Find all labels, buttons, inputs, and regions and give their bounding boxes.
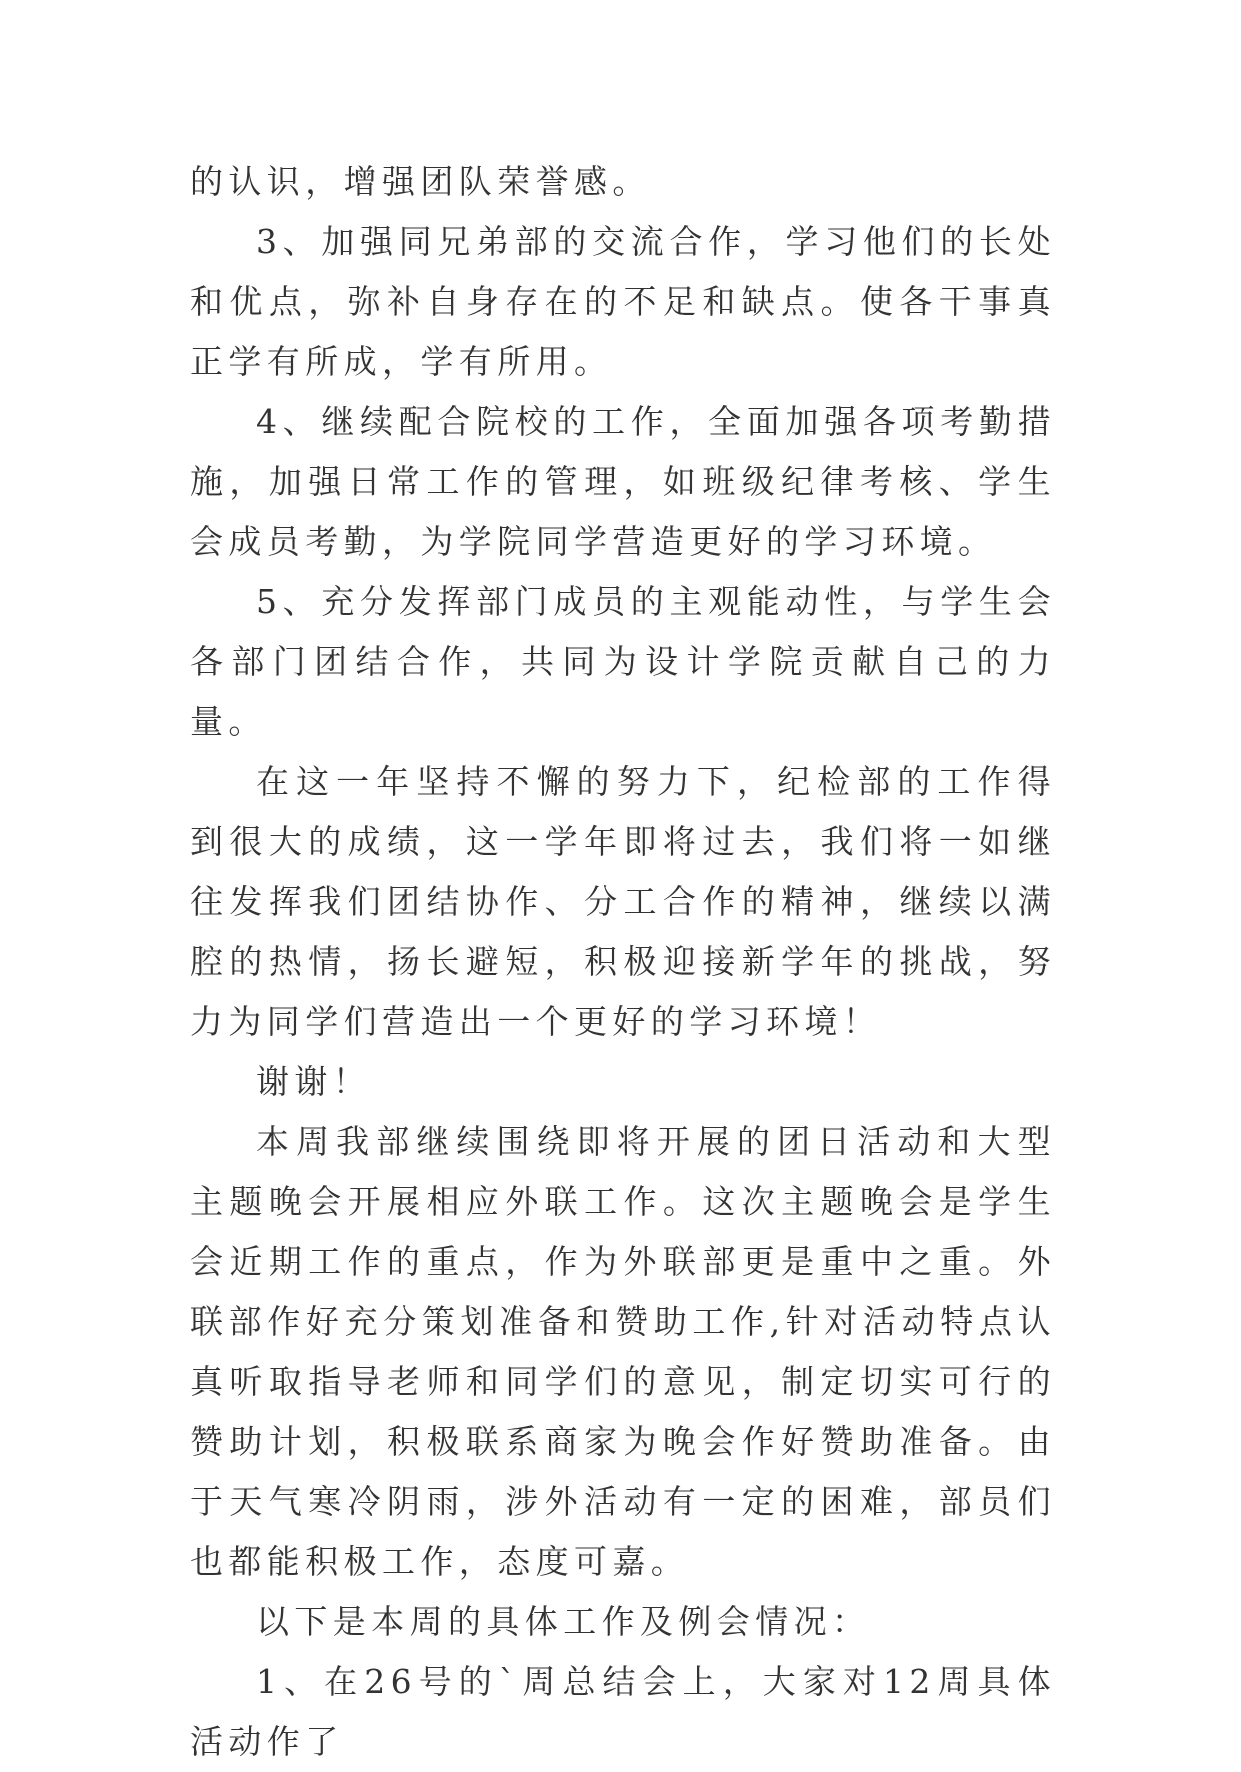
paragraph-item-3: 3、加强同兄弟部的交流合作，学习他们的长处和优点，弥补自身存在的不足和缺点。使各干事真正学有所成，学有所用。 [190, 222, 1056, 381]
paragraph-thanks: 谢谢！ [256, 1062, 372, 1101]
document-body [190, 152, 1056, 1772]
paragraph-conclusion: 在这一年坚持不懈的努力下，纪检部的工作得到很大的成绩，这一学年即将过去，我们将一如继往发挥我们团结协作、分工合作的精神，继续以满腔的热情，扬长避短，积极迎接新学年的挑战，努力为同学们营造出一个更好的学习环境！ [190, 762, 1056, 1041]
paragraph-weekly-summary: 本周我部继续围绕即将开展的团日活动和大型主题晚会开展相应外联工作。这次主题晚会是学生会近期工作的重点，作为外联部更是重中之重。外联部作好充分策划准备和赞助工作,针对活动特点认真听取指导老师和同学们的意见，制定切实可行的赞助计划，积极联系商家为晚会作好赞助准备。由于天气寒冷阴雨，涉外活动有一定的困难，部员们也都能积极工作，态度可嘉。 [190, 1122, 1056, 1581]
paragraph-continuation: 的认识，增强团队荣誉感。 [190, 162, 651, 201]
paragraph-item-4: 4、继续配合院校的工作，全面加强各项考勤措施，加强日常工作的管理，如班级纪律考核、学生会成员考勤，为学院同学营造更好的学习环境。 [190, 402, 1056, 561]
paragraph-item-1: 1、在26号的`周总结会上，大家对12周具体活动作了 [190, 1662, 1056, 1761]
paragraph-item-5: 5、充分发挥部门成员的主观能动性，与学生会各部门团结合作，共同为设计学院贡献自己的力量。 [190, 582, 1056, 741]
paragraph-details-intro: 以下是本周的具体工作及例会情况： [256, 1602, 871, 1641]
